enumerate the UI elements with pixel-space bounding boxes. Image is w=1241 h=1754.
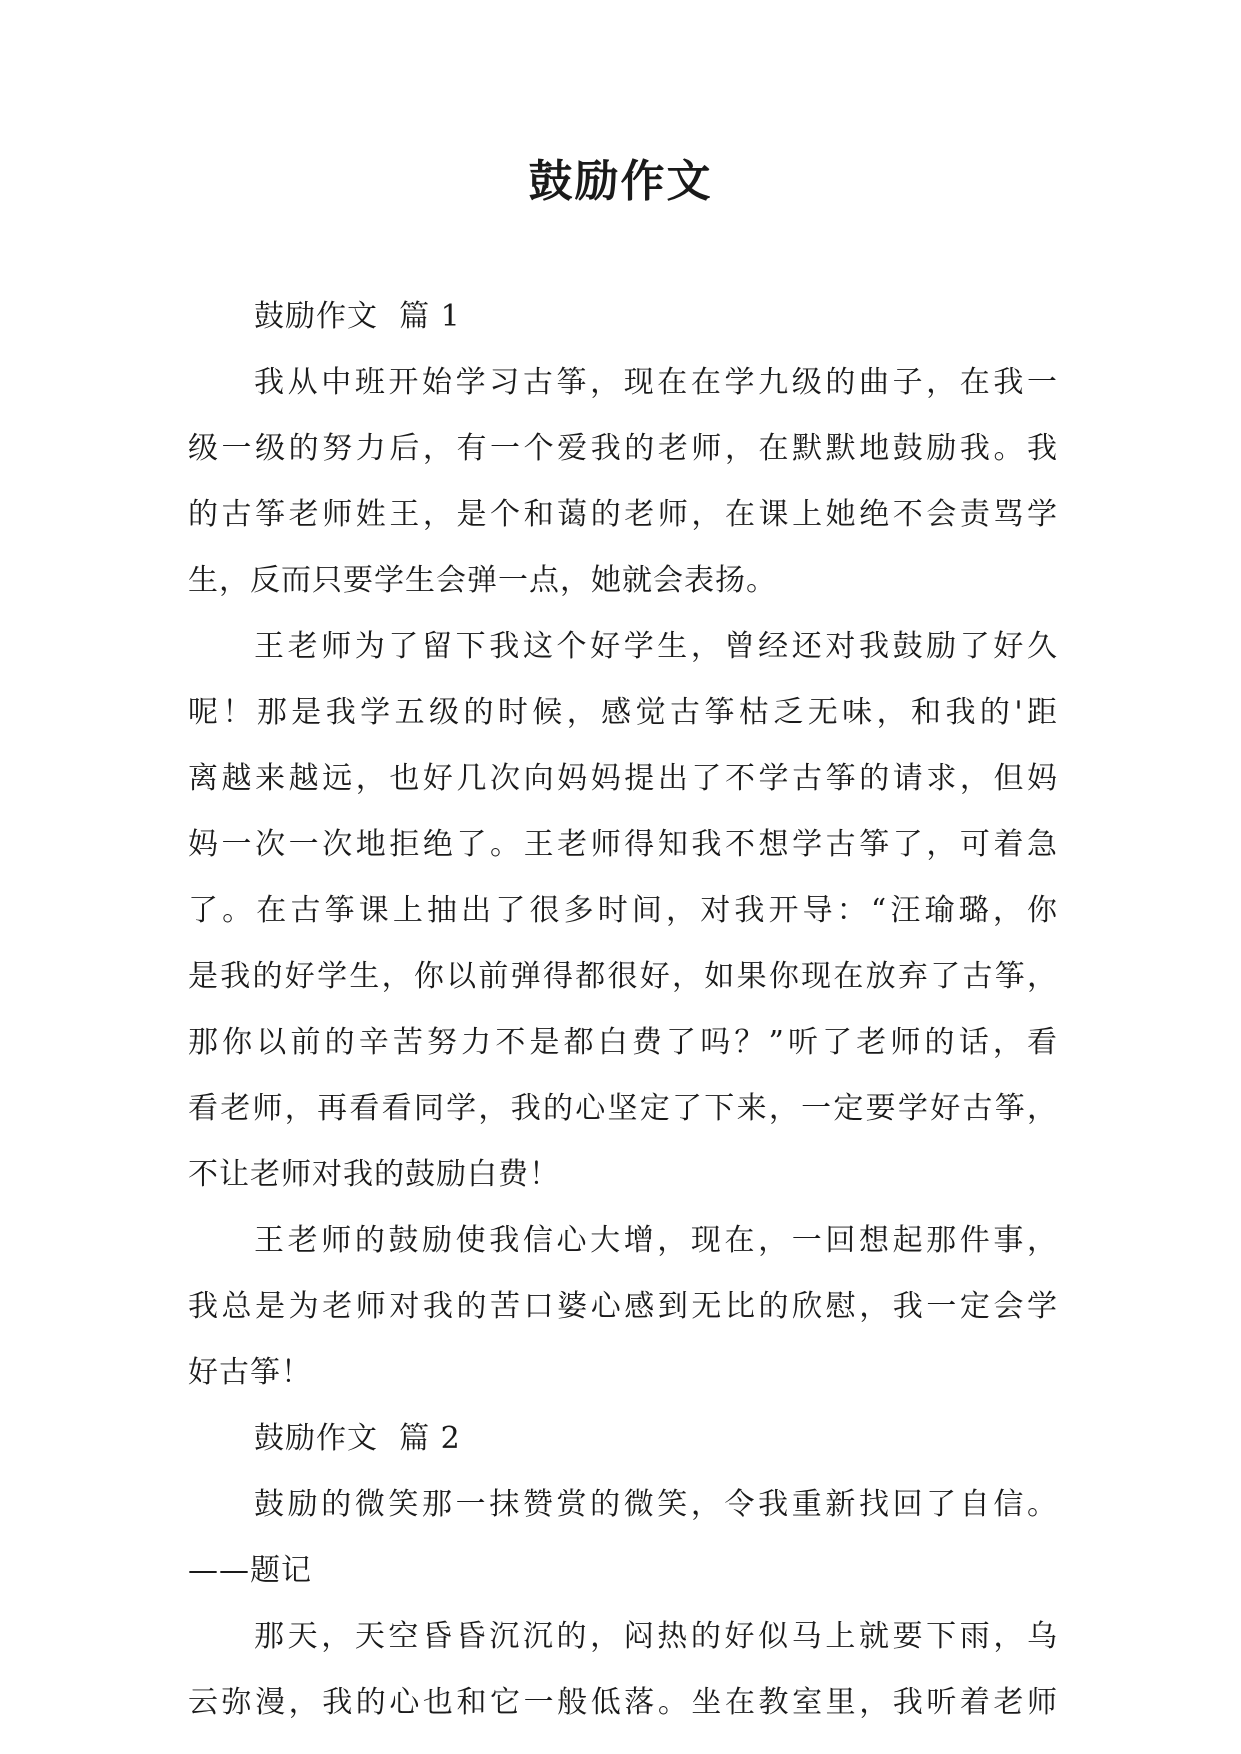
section-heading: 鼓励作文 篇 2 xyxy=(254,1421,461,1456)
text-line: 不让老师对我的鼓励白费！ xyxy=(188,1157,560,1192)
text-line: 我总是为老师对我的苦口婆心感到无比的欣慰，我一定会学 xyxy=(188,1289,1058,1324)
text-line: 的古筝老师姓王，是个和蔼的老师，在课上她绝不会责骂学 xyxy=(188,497,1058,532)
text-line: 是我的好学生，你以前弹得都很好，如果你现在放弃了古筝， xyxy=(188,959,1058,994)
paragraph xyxy=(188,614,1058,1208)
paragraph xyxy=(188,1472,1058,1604)
text-line: 云弥漫，我的心也和它一般低落。坐在教室里，我听着老师 xyxy=(188,1685,1058,1720)
text-line: 呢！那是我学五级的时候，感觉古筝枯乏无味，和我的'距 xyxy=(188,695,1058,730)
document-title: 鼓励作文 xyxy=(528,156,713,207)
text-line: 妈一次一次地拒绝了。王老师得知我不想学古筝了，可着急 xyxy=(188,827,1058,862)
text-line: 了。在古筝课上抽出了很多时间，对我开导：“汪瑜璐，你 xyxy=(188,893,1058,928)
text-line: 那天，天空昏昏沉沉的，闷热的好似马上就要下雨，乌 xyxy=(254,1619,1058,1654)
text-line: 鼓励的微笑那一抹赞赏的微笑，令我重新找回了自信。 xyxy=(254,1487,1058,1522)
paragraph xyxy=(188,350,1058,614)
paragraph xyxy=(188,1208,1058,1406)
text-line: 离越来越远，也好几次向妈妈提出了不学古筝的请求，但妈 xyxy=(188,761,1058,796)
text-line: 好古筝！ xyxy=(188,1355,312,1390)
text-line: 王老师为了留下我这个好学生，曾经还对我鼓励了好久 xyxy=(254,629,1058,664)
paragraph xyxy=(188,1604,1058,1736)
text-line: 看老师，再看看同学，我的心坚定了下来，一定要学好古筝， xyxy=(188,1091,1058,1126)
text-line: 那你以前的辛苦努力不是都白费了吗？”听了老师的话，看 xyxy=(188,1025,1058,1060)
document-body xyxy=(188,284,1058,1736)
section-heading: 鼓励作文 篇 1 xyxy=(254,299,461,334)
text-line: 级一级的努力后，有一个爱我的老师，在默默地鼓励我。我 xyxy=(188,431,1058,466)
text-line: ——题记 xyxy=(188,1553,312,1588)
text-line: 王老师的鼓励使我信心大增，现在，一回想起那件事， xyxy=(254,1223,1058,1258)
text-line: 我从中班开始学习古筝，现在在学九级的曲子，在我一 xyxy=(254,365,1058,400)
text-line: 生，反而只要学生会弹一点，她就会表扬。 xyxy=(188,563,777,598)
